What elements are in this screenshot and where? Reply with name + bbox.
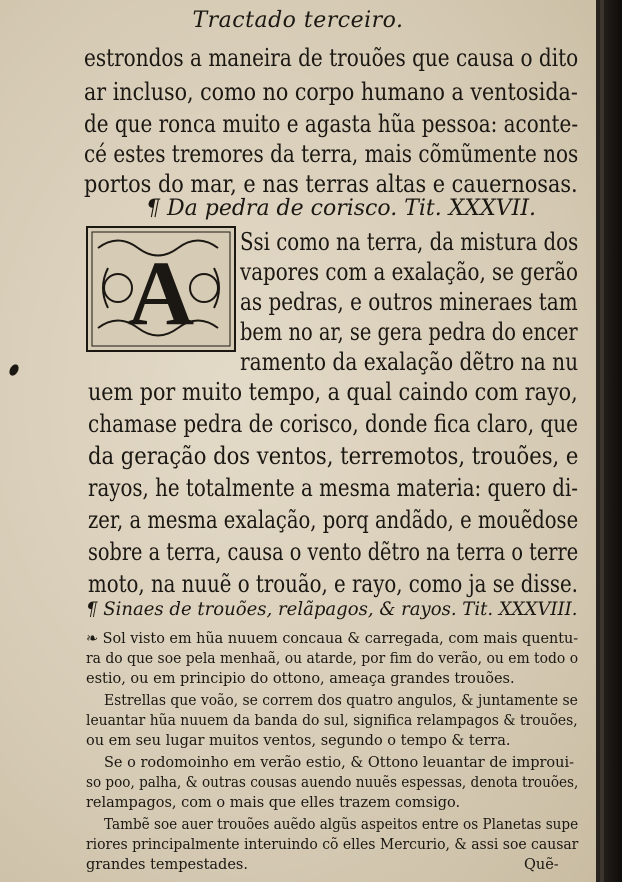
text-line: ❧ Sol visto em hũa nuuem concaua & carregada, com mais quentu- [86, 631, 579, 647]
running-head: Tractado terceiro. [192, 8, 404, 33]
text-line: as pedras, e outros mineraes tam [240, 288, 578, 316]
text-line: uem por muito tempo, a qual caindo com rayo, [88, 378, 578, 406]
decorated-initial [86, 226, 236, 352]
text-line: rayos, he totalmente a mesma materia: quero di- [88, 474, 578, 502]
book-spine [600, 0, 604, 882]
text-line: Estrellas que voão, se correm dos quatro angulos, & juntamente se [104, 693, 578, 709]
text-line: ramento da exalação dẽtro na nu [240, 348, 579, 376]
text-line: de que ronca muito e agasta hũa pessoa: aconte- [84, 110, 579, 138]
text-line: vapores com a exalação, se gerão [240, 258, 578, 286]
text-line: estrondos a maneira de trouões que causa o dito [84, 44, 579, 72]
text-line: ra do que soe pela menhaã, ou atarde, por fim do verão, ou em todo o [86, 651, 579, 667]
section-heading: ¶ Sinaes de trouões, relãpagos, & rayos. Tit. XXXVIII. [86, 598, 578, 620]
text-line: moto, na nuuẽ o trouão, e rayo, como ja se disse. [88, 570, 578, 598]
text-line: Ssi como na terra, da mistura dos [240, 228, 579, 256]
text-line: riores principalmente interuindo cõ elles Mercurio, & assi soe causar [86, 837, 579, 853]
ink-blot [8, 363, 21, 377]
text-line: chamase pedra de corisco, donde fica claro, que [88, 410, 578, 438]
text-line: estio, ou em principio do ottono, ameaça grandes trouões. [86, 671, 515, 687]
text-line: sobre a terra, causa o vento dẽtro na terra o terre [88, 538, 579, 566]
catchword: Quẽ- [524, 857, 559, 873]
text-line: cé estes tremores da terra, mais cõmũmente nos [84, 140, 579, 168]
text-line: ou em seu lugar muitos ventos, segundo o tempo & terra. [86, 733, 511, 749]
text-line: relampagos, com o mais que elles trazem comsigo. [86, 795, 461, 811]
text-line: portos do mar, e nas terras altas e cauernosas. [84, 170, 578, 198]
text-line: Se o rodomoinho em verão estio, & Ottono leuantar de improui- [104, 755, 575, 771]
text-line: bem no ar, se gera pedra do encer [240, 318, 578, 346]
text-line: zer, a mesma exalação, porq andãdo, e mouẽdose [88, 506, 579, 534]
ornament-icon [88, 228, 234, 350]
text-line: so poo, palha, & outras cousas auendo nuuẽs espessas, denota trouões, [86, 775, 579, 791]
text-line: leuantar hũa nuuem da banda do sul, significa relampagos & trouões, [86, 713, 578, 729]
initial-letter: A [127, 242, 195, 344]
text-line: da geração dos ventos, terremotos, trouões, e [88, 442, 579, 470]
text-line: grandes tempestades. [86, 857, 248, 873]
text-line: Tambẽ soe auer trouões auẽdo algũs aspeitos entre os Planetas supe [104, 817, 579, 833]
section-heading: ¶ Da pedra de corisco. Tit. XXXVII. [146, 196, 537, 221]
text-line: ar incluso, como no corpo humano a ventosida- [84, 78, 578, 106]
